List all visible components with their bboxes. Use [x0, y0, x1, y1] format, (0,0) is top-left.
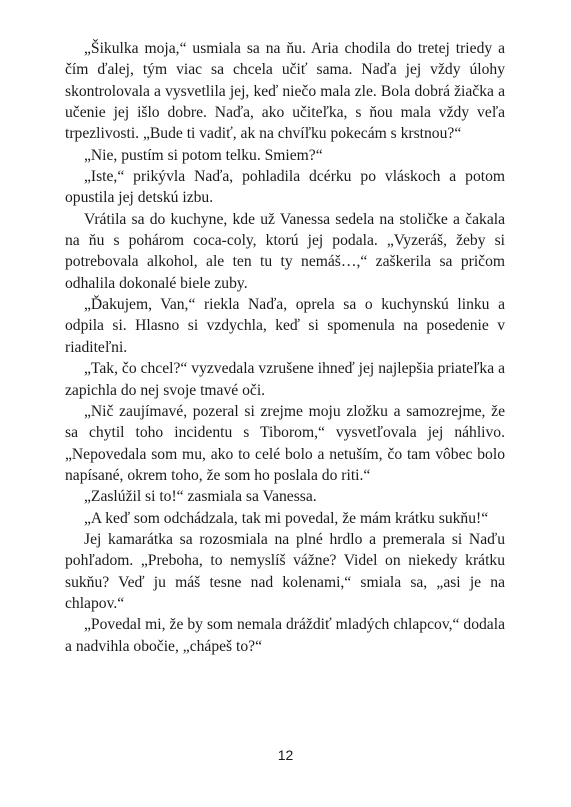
paragraph: „Tak, čo chcel?“ vyzvedala vzrušene ihneď jej najlepšia priateľka a zapichla do nej svoje tmavé oči. [65, 360, 505, 399]
paragraph: „Šikulka moja,“ usmiala sa na ňu. Aria chodila do tretej triedy a čím ďalej, tým viac sa chcela učiť sama. Naďa jej vždy úlohy skontrolovala a vysvetlila jej, keď niečo mala zle. Bola dobrá žiačka a učenie jej išlo dobre. Naďa, ako učiteľka, s ňou mala vždy veľa trpezlivosti. „Bude ti vadiť, ak na chvíľku pokecám s krstnou?“ [65, 40, 505, 143]
paragraph: „Nič zaujímavé, pozeral si zrejme moju zložku a samozrejme, že sa chytil toho incidentu s Tiborom,“ vysvetľovala jej náhlivo. „Nepovedala som mu, ako to celé bolo a netuším, čo tam vôbec bolo napísané, okrem toho, že som ho poslala do riti.“ [65, 402, 505, 484]
paragraph: „A keď som odchádzala, tak mi povedal, že mám krátku sukňu!“ [84, 509, 489, 527]
paragraph: Vrátila sa do kuchyne, kde už Vanessa sedela na stoličke a čakala na ňu s pohárom coca-coly, ktorú jej podala. „Vyzeráš, žeby si potrebovala alkohol, ale ten tu ty nemáš…,“ zaškerila sa pričom odhalila dokonalé biele zuby. [65, 210, 505, 292]
paragraph: „Iste,“ prikývla Naďa, pohladila dcérku po vláskoch a potom opustila jej detskú izbu. [65, 168, 505, 207]
paragraph: „Zaslúžil si to!“ zasmiala sa Vanessa. [84, 488, 317, 506]
paragraph: „Ďakujem, Van,“ riekla Naďa, oprela sa o kuchynskú linku a odpila si. Hlasno si vzdychla, keď si spomenula na posedenie v riaditeľni. [65, 296, 505, 356]
paragraph: Jej kamarátka sa rozosmiala na plné hrdlo a premerala si Naďu pohľadom. „Preboha, to nemyslíš vážne? Videl on niekedy krátku sukňu? Veď ju máš tesne nad kolenami,“ smiala sa, „asi je na chlapov.“ [65, 530, 505, 612]
paragraph: „Povedal mi, že by som nemala dráždiť mladých chlapcov,“ dodala a nadvihla obočie, „chápeš to?“ [65, 616, 505, 655]
paragraph: „Nie, pustím si potom telku. Smiem?“ [84, 146, 323, 164]
page-number: 12 [277, 747, 294, 763]
body-text [65, 38, 505, 657]
